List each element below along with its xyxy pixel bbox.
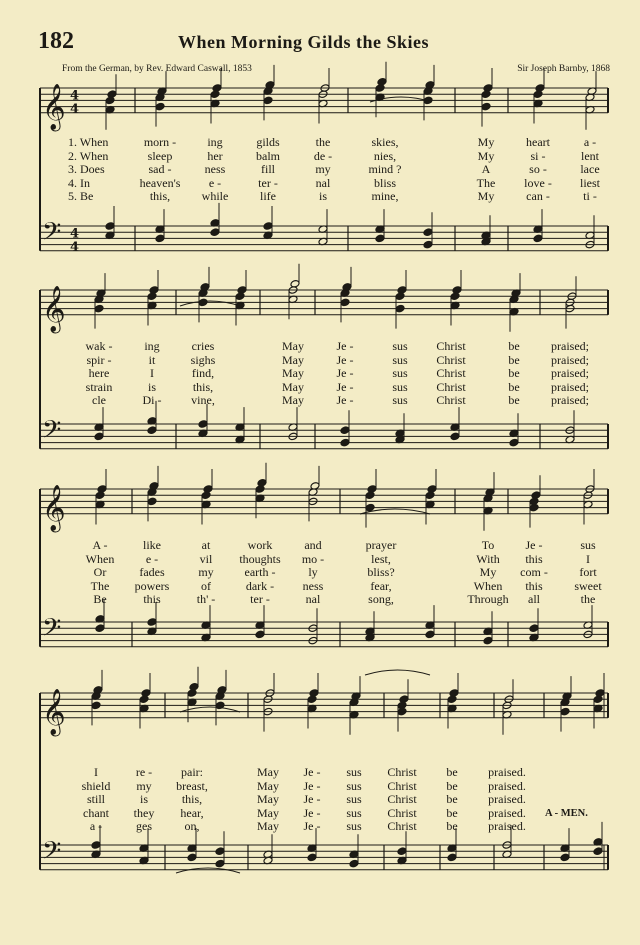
lyric-column: [135, 539, 170, 607]
lyric-syllable: this,: [149, 189, 171, 204]
note-head: [533, 234, 543, 243]
lyric-syllable: si -: [530, 148, 546, 163]
note-head: [263, 96, 273, 105]
lyric-syllable: breast,: [176, 778, 208, 793]
lyric-column: [143, 340, 162, 408]
lyric-syllable: be: [446, 778, 458, 793]
note-head: [531, 491, 541, 500]
bass-clef-icon: 𝄢: [42, 217, 62, 253]
lyric-syllable: still: [86, 792, 106, 807]
lyric-syllable: re -: [135, 765, 153, 779]
lyric-syllable: Christ: [436, 339, 466, 353]
lyric-syllable: Je -: [336, 339, 354, 353]
lyric-syllable: When: [473, 578, 503, 593]
slur: [180, 301, 240, 306]
lyric-syllable: fort: [579, 565, 597, 580]
lyric-syllable: May: [282, 393, 304, 408]
note-head: [427, 485, 437, 494]
lyric-column: [202, 136, 229, 204]
lyric-syllable: be: [508, 352, 520, 367]
lyric-syllable: Christ: [387, 765, 417, 779]
note-head: [203, 485, 213, 494]
lyric-syllable: thoughts: [239, 551, 281, 566]
lyric-syllable: spir -: [86, 352, 112, 367]
lyric-syllable: liest: [580, 175, 600, 190]
lyric-syllable: her: [207, 148, 223, 163]
lyric-syllable: May: [257, 819, 279, 834]
lyric-syllable: be: [446, 792, 458, 807]
lyric-syllable: Je -: [336, 393, 354, 408]
lyric-syllable: sad -: [148, 162, 172, 177]
note-head: [147, 497, 157, 506]
note-head: [155, 234, 165, 243]
note-head: [141, 689, 151, 698]
lyric-syllable: mine,: [371, 189, 399, 204]
lyric-syllable: praised;: [551, 352, 589, 367]
hymn-number: 182: [38, 28, 74, 54]
lyric-syllable: May: [282, 366, 304, 381]
note-head: [94, 304, 104, 313]
lyric-syllable: a -: [89, 819, 103, 834]
lyric-syllable: sus: [346, 819, 362, 834]
lyric-syllable: the: [580, 592, 596, 607]
note-head: [397, 847, 407, 856]
lyric-syllable: ly: [308, 565, 318, 580]
lyric-column: [82, 766, 111, 834]
lyric-syllable: be: [508, 393, 520, 408]
lyric-syllable: Through: [467, 592, 509, 607]
lyric-syllable: heaven's: [139, 175, 181, 190]
lyric-syllable: My: [477, 135, 495, 149]
lyric-syllable: 4. In: [68, 175, 90, 190]
lyric-column: [302, 539, 324, 607]
text-credit: From the German, by Rev. Edward Caswall, 1853: [62, 64, 252, 74]
lyric-column: [337, 340, 354, 408]
lyric-syllable: e -: [145, 551, 159, 566]
lyric-syllable: I: [93, 765, 98, 779]
lyric-syllable: wak -: [85, 339, 113, 353]
lyric-syllable: When: [85, 551, 115, 566]
slur: [176, 868, 240, 873]
note-head: [340, 426, 350, 435]
lyric-syllable: dark -: [245, 578, 275, 593]
treble-clef-icon: 𝄞: [42, 285, 66, 332]
note-head: [263, 222, 273, 231]
note-head: [94, 432, 104, 441]
lyric-syllable: while: [201, 189, 229, 204]
lyric-syllable: nal: [305, 592, 321, 607]
note-head: [452, 286, 462, 295]
lyric-syllable: cle: [92, 393, 106, 408]
note-head: [307, 853, 317, 862]
lyric-column: [257, 766, 279, 834]
lyric-syllable: ness: [204, 162, 226, 177]
lyric-syllable: Christ: [436, 352, 466, 367]
lyric-syllable: on,: [184, 819, 200, 834]
lyric-column: [140, 136, 181, 204]
amen-label: A - MEN.: [545, 808, 588, 819]
lyric-syllable: sus: [392, 379, 408, 394]
note-head: [377, 78, 387, 87]
note-head: [535, 84, 545, 93]
note-head: [107, 90, 117, 99]
lyric-syllable: Je -: [303, 778, 321, 793]
note-head: [95, 624, 105, 633]
lyric-syllable: strain: [85, 379, 113, 394]
lyric-syllable: my: [136, 778, 152, 793]
lyric-syllable: lest,: [371, 551, 391, 566]
note-head: [447, 853, 457, 862]
treble-clef-icon: 𝄞: [42, 688, 66, 735]
treble-clef-icon: 𝄞: [42, 83, 66, 130]
lyric-syllable: Or: [93, 565, 107, 580]
lyric-syllable: powers: [134, 578, 170, 593]
note-head: [509, 438, 519, 447]
lyric-syllable: praised.: [488, 765, 526, 779]
lyric-syllable: nies,: [373, 148, 397, 163]
lyric-syllable: praised.: [488, 792, 526, 807]
lyric-syllable: sus: [392, 352, 408, 367]
lyric-syllable: sus: [392, 366, 408, 381]
lyric-syllable: be: [508, 339, 520, 353]
lyric-syllable: vine,: [191, 393, 215, 408]
lyric-syllable: and: [304, 538, 322, 552]
note-head: [483, 84, 493, 93]
lyric-column: [392, 340, 407, 408]
lyric-syllable: praised;: [551, 366, 589, 381]
lyric-syllable: sus: [346, 765, 362, 779]
note-head: [560, 853, 570, 862]
note-head: [155, 102, 165, 111]
lyric-syllable: a -: [583, 135, 597, 149]
note-head: [147, 426, 157, 435]
lyric-syllable: this: [525, 578, 543, 593]
lyric-syllable: Je -: [303, 792, 321, 807]
lyric-column: [366, 539, 397, 607]
lyric-syllable: sighs: [190, 352, 216, 367]
lyric-column: [467, 539, 508, 607]
lyric-syllable: 3. Does: [68, 162, 105, 177]
lyric-syllable: The: [90, 578, 110, 593]
lyric-column: [314, 136, 332, 204]
music-credit: Sir Joseph Barnby, 1868: [517, 64, 610, 74]
lyric-syllable: ing: [144, 339, 160, 353]
lyric-column: [574, 539, 601, 607]
lyric-syllable: they: [133, 805, 155, 820]
lyric-syllable: My: [477, 148, 495, 163]
lyric-syllable: Christ: [387, 805, 417, 820]
lyric-syllable: With: [476, 551, 500, 566]
lyric-syllable: my: [315, 162, 331, 177]
lyric-column: [508, 340, 519, 408]
note-head: [349, 859, 359, 868]
note-head: [255, 630, 265, 639]
lyric-syllable: be: [508, 366, 520, 381]
lyric-syllable: May: [257, 805, 279, 820]
lyric-syllable: Christ: [387, 819, 417, 834]
note-head: [212, 84, 222, 93]
lyric-syllable: ti -: [583, 189, 597, 204]
lyric-syllable: so -: [529, 162, 547, 177]
lyric-syllable: Je -: [525, 538, 543, 552]
lyric-syllable: praised.: [488, 805, 526, 820]
lyric-syllable: Christ: [436, 366, 466, 381]
lyric-syllable: praised.: [488, 778, 526, 793]
note-head: [198, 298, 208, 307]
lyric-syllable: May: [282, 339, 304, 353]
lyric-column: [580, 136, 600, 204]
lyric-syllable: com -: [520, 565, 548, 580]
lyric-syllable: fill: [261, 162, 275, 177]
lyric-syllable: sus: [392, 339, 408, 353]
lyric-syllable: like: [142, 538, 161, 552]
note-head: [187, 853, 197, 862]
note-head: [210, 228, 220, 237]
note-head: [149, 286, 159, 295]
lyric-syllable: sus: [580, 538, 596, 552]
note-head: [560, 707, 570, 716]
lyric-syllable: is: [147, 379, 156, 394]
lyric-column: [68, 136, 108, 204]
lyric-syllable: love -: [524, 175, 552, 190]
note-head: [425, 630, 435, 639]
time-signature-top: 4: [70, 88, 80, 104]
lyric-syllable: shield: [81, 778, 111, 793]
lyric-syllable: 1. When: [68, 135, 109, 149]
lyric-syllable: bliss: [373, 175, 396, 190]
lyric-column: [520, 539, 548, 607]
note-head: [237, 286, 247, 295]
lyric-syllable: fear,: [370, 578, 392, 593]
lyric-syllable: I: [585, 551, 590, 566]
note-head: [309, 689, 319, 698]
lyric-syllable: 2. When: [68, 148, 109, 163]
note-head: [198, 420, 208, 429]
lyric-syllable: this,: [192, 379, 214, 394]
note-head: [97, 485, 107, 494]
lyric-syllable: sus: [346, 778, 362, 793]
lyric-syllable: A: [481, 162, 491, 177]
note-head: [483, 636, 493, 645]
lyric-syllable: the: [315, 135, 331, 149]
lyric-syllable: Je -: [303, 819, 321, 834]
time-signature-bottom: 4: [70, 239, 80, 255]
note-head: [215, 847, 225, 856]
lyric-column: [282, 340, 304, 408]
time-signature-bottom: 4: [70, 101, 80, 117]
note-head: [290, 280, 300, 289]
lyric-syllable: de -: [313, 148, 333, 163]
lyric-syllable: cries: [191, 339, 215, 353]
lyric-column: [488, 766, 526, 834]
lyric-syllable: sleep: [147, 148, 173, 163]
lyric-syllable: earth -: [244, 565, 276, 580]
lyric-syllable: nal: [315, 175, 331, 190]
lyric-syllable: can -: [526, 189, 550, 204]
lyric-syllable: sus: [346, 805, 362, 820]
lyric-syllable: Je -: [336, 366, 354, 381]
lyric-syllable: work: [247, 538, 273, 552]
lyric-column: [86, 340, 113, 408]
lyric-syllable: Di -: [142, 393, 162, 408]
slur: [365, 670, 430, 675]
lyric-syllable: this,: [181, 792, 203, 807]
lyric-column: [191, 340, 216, 408]
lyric-syllable: bliss?: [367, 565, 395, 580]
lyric-syllable: I: [150, 366, 154, 381]
note-head: [147, 618, 157, 627]
lyric-syllable: song,: [368, 592, 394, 607]
note-head: [91, 841, 101, 850]
lyric-column: [387, 766, 416, 834]
lyric-column: [346, 766, 361, 834]
lyric-syllable: The: [476, 175, 496, 190]
lyric-syllable: morn -: [143, 135, 177, 149]
lyric-syllable: Je -: [303, 765, 321, 779]
note-head: [481, 102, 491, 111]
note-head: [529, 624, 539, 633]
lyric-syllable: Je -: [336, 379, 354, 394]
lyric-syllable: To: [481, 538, 495, 552]
lyric-syllable: Christ: [436, 379, 466, 394]
lyric-syllable: be: [446, 765, 458, 779]
lyric-syllable: here: [88, 366, 110, 381]
lyric-syllable: this: [525, 551, 543, 566]
note-head: [423, 240, 433, 249]
note-head: [340, 438, 350, 447]
lyric-syllable: My: [479, 565, 497, 580]
lyric-syllable: gilds: [256, 135, 280, 149]
lyric-syllable: Christ: [387, 778, 417, 793]
lyric-column: [446, 766, 457, 834]
lyric-syllable: find,: [191, 366, 215, 381]
lyric-syllable: my: [198, 565, 214, 580]
lyric-syllable: ing: [207, 135, 223, 149]
lyric-syllable: heart: [526, 135, 550, 149]
lyric-column: [304, 766, 321, 834]
lyric-syllable: May: [282, 352, 304, 367]
bass-clef-icon: 𝄢: [42, 415, 62, 451]
lyric-syllable: hear,: [180, 805, 204, 820]
note-head: [215, 859, 225, 868]
lyric-syllable: ter -: [250, 592, 270, 607]
lyric-syllable: ness: [302, 578, 324, 593]
lyric-column: [477, 136, 496, 204]
lyric-syllable: mo -: [301, 551, 325, 566]
lyric-syllable: 5. Be: [68, 189, 94, 204]
lyric-syllable: fades: [139, 565, 165, 580]
note-head: [257, 479, 267, 488]
lyric-syllable: praised;: [551, 393, 589, 408]
lyric-syllable: sus: [346, 792, 362, 807]
lyric-column: [86, 539, 115, 607]
lyric-syllable: be: [446, 805, 458, 820]
lyric-syllable: is: [139, 792, 149, 807]
lyric-syllable: Be: [93, 592, 107, 607]
lyric-syllable: praised;: [551, 379, 589, 394]
lyric-column: [176, 766, 208, 834]
bass-clef-icon: 𝄢: [42, 836, 62, 872]
note-head: [449, 689, 459, 698]
lyric-column: [134, 766, 155, 834]
note-head: [399, 695, 409, 704]
bass-clef-icon: 𝄢: [42, 613, 62, 649]
note-head: [450, 432, 460, 441]
lyric-syllable: Je -: [303, 805, 321, 820]
lyric-syllable: lent: [581, 148, 599, 163]
lyric-syllable: Christ: [436, 393, 466, 408]
lyric-syllable: be: [508, 379, 520, 394]
lyric-syllable: pair:: [181, 765, 203, 779]
note-head: [395, 304, 405, 313]
note-head: [423, 228, 433, 237]
lyric-syllable: th' -: [196, 592, 216, 607]
lyric-syllable: sweet: [574, 578, 602, 593]
lyric-syllable: vil: [199, 551, 213, 566]
note-head: [105, 222, 115, 231]
lyric-syllable: A -: [92, 538, 108, 552]
note-head: [595, 689, 605, 698]
lyric-syllable: it: [148, 352, 156, 367]
lyric-syllable: Christ: [387, 792, 417, 807]
lyric-syllable: e -: [208, 175, 222, 190]
time-signature-top: 4: [70, 226, 80, 242]
note-head: [397, 286, 407, 295]
lyric-syllable: May: [257, 792, 279, 807]
lyric-syllable: chant: [82, 805, 109, 820]
lyric-syllable: May: [257, 765, 279, 779]
lyric-syllable: is: [318, 189, 328, 204]
lyric-syllable: all: [528, 592, 540, 607]
lyric-column: [369, 136, 402, 204]
note-head: [340, 298, 350, 307]
lyric-syllable: May: [257, 778, 279, 793]
lyric-syllable: My: [477, 189, 495, 204]
lyric-syllable: balm: [256, 148, 280, 163]
lyric-syllable: life: [260, 189, 276, 204]
lyric-syllable: Je -: [336, 352, 354, 367]
treble-clef-icon: 𝄞: [42, 484, 66, 531]
lyric-column: [197, 539, 216, 607]
lyric-syllable: mind ?: [368, 162, 402, 177]
lyric-syllable: lace: [580, 162, 600, 177]
lyric-syllable: praised.: [488, 819, 526, 834]
lyric-syllable: sus: [392, 393, 408, 408]
note-head: [593, 847, 603, 856]
lyric-column: [524, 136, 552, 204]
note-head: [91, 701, 101, 710]
lyric-syllable: ges: [135, 819, 152, 834]
lyric-syllable: at: [201, 538, 211, 552]
note-head: [375, 234, 385, 243]
lyric-syllable: be: [446, 819, 458, 834]
note-head: [189, 683, 199, 692]
lyric-column: [239, 539, 280, 607]
lyric-syllable: May: [282, 379, 304, 394]
lyric-column: [256, 136, 280, 204]
hymn-title: When Morning Gilds the Skies: [178, 32, 430, 52]
lyric-syllable: ter -: [258, 175, 278, 190]
note-head: [367, 485, 377, 494]
lyric-syllable: this: [143, 592, 161, 607]
lyric-syllable: skies,: [371, 135, 399, 149]
lyric-column: [436, 340, 465, 408]
lyric-column: [551, 340, 589, 408]
lyric-syllable: praised;: [551, 339, 589, 353]
lyric-syllable: of: [201, 578, 211, 593]
lyric-syllable: prayer: [365, 538, 397, 552]
